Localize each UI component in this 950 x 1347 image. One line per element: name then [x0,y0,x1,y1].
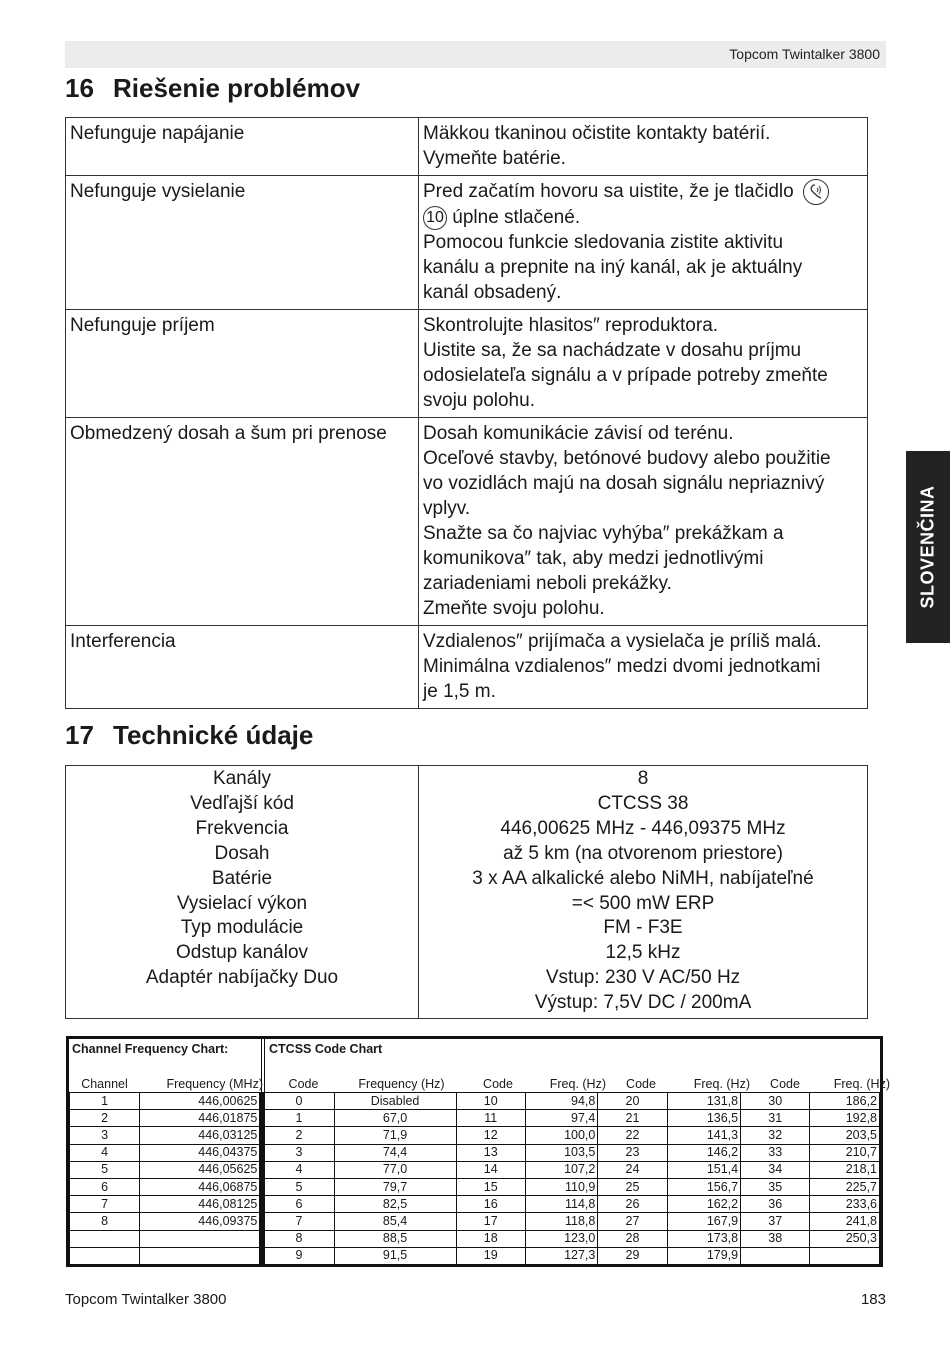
solution-line: Oceľové stavby, betónové budovy alebo použitie [423,448,831,469]
solution-line: Dosah komunikácie závisí od terénu. [423,423,734,444]
spec-value: Výstup: 7,5V DC / 200mA [534,992,752,1014]
spec-value: FM - F3E [603,917,683,939]
table-row [70,1178,880,1195]
chart-cell: 6 [262,1196,334,1213]
solution-cell [419,626,868,709]
table-row [70,1161,880,1178]
chart-cell: 14 [456,1161,525,1178]
chart-cell: 8 [70,1213,140,1230]
spec-label: Frekvencia [195,817,289,839]
chart-cell: 241,8 [810,1213,880,1230]
spec-label: Dosah [214,842,270,864]
solution-line: vplyv. [423,498,471,519]
chart-cell: 21 [598,1110,667,1127]
chart-grid [69,1092,880,1265]
solution-line [423,205,863,230]
solution-line: Zmeňte svoju polohu. [423,598,605,619]
chart-cell: 146,2 [667,1144,740,1161]
solution-line: Vzdialenos″ prijímača a vysielača je príliš malá. [423,631,822,652]
solution-line: kanálu a prepnite na iný kanál, ak je aktuálny [423,257,803,278]
table-row [70,1093,880,1110]
chart-cell: 162,2 [667,1196,740,1213]
chart-cell: 22 [598,1127,667,1144]
chart-cell [70,1247,140,1264]
chart-cell: 33 [741,1144,810,1161]
chart-cell: 141,3 [667,1127,740,1144]
chart-cell: 9 [262,1247,334,1264]
frequency-code-chart [66,1036,890,1267]
chart-cell: 446,00625 [140,1093,262,1110]
solution-line: odosielateľa signálu a v prípade potreby zmeňte [423,365,828,386]
section-17-title [65,720,313,751]
page-number: 183 [860,1291,886,1308]
chart-cell: 3 [70,1127,140,1144]
chart-cell: 79,7 [334,1178,456,1195]
solution-line: svoju polohu. [423,390,535,411]
chart-cell: 114,8 [525,1196,597,1213]
chart-cell: 18 [456,1230,525,1247]
running-header [65,41,886,68]
column-header: Code [626,1077,656,1091]
solution-line: Mäkkou tkaninou očistite kontakty batérií. [423,123,771,144]
chart-cell [140,1247,262,1264]
callout-number-badge: 10 [423,206,447,230]
chart-cell: 210,7 [810,1144,880,1161]
table-row [66,176,868,310]
chart-cell: 136,5 [667,1110,740,1127]
solution-line: komunikova″ tak, aby medzi jednotlivými [423,548,764,569]
chart-cell [70,1230,140,1247]
column-header: Channel [81,1077,128,1091]
problem-cell: Interferencia [66,626,419,709]
section-16-title [65,73,360,104]
chart-cell: 7 [70,1196,140,1213]
chart-cell: 36 [741,1196,810,1213]
chart-cell: 233,6 [810,1196,880,1213]
language-tab [906,451,950,643]
solution-cell [419,418,868,626]
spec-value: CTCSS 38 [597,792,689,814]
section-16-heading: Riešenie problémov [113,73,361,103]
solution-cell [419,310,868,418]
column-header: Code [770,1077,800,1091]
chart-cell: 32 [741,1127,810,1144]
chart-cell: 446,03125 [140,1127,262,1144]
solution-cell [419,176,868,310]
chart-cell: 3 [262,1144,334,1161]
ctcss-code-chart-title: CTCSS Code Chart [269,1042,383,1056]
column-header: Freq. (Hz) [693,1077,750,1091]
chart-cell: 100,0 [525,1127,597,1144]
table-row [70,1247,880,1264]
chart-cell [140,1230,262,1247]
chart-cell: 2 [70,1110,140,1127]
solution-cell [419,118,868,176]
chart-cell: 97,4 [525,1110,597,1127]
chart-cell [741,1247,810,1264]
table-row [66,418,868,626]
chart-cell: 8 [262,1230,334,1247]
solution-text: úplne stlačené. [452,207,581,228]
chart-cell: 151,4 [667,1161,740,1178]
spec-values [418,766,867,1018]
chart-cell: 1 [262,1110,334,1127]
header-product: Topcom Twintalker 3800 [729,46,880,62]
chart-cell: 29 [598,1247,667,1264]
column-header: Frequency (Hz) [358,1077,445,1091]
chart-cell: 7 [262,1213,334,1230]
chart-cell: 131,8 [667,1093,740,1110]
spec-label: Batérie [211,867,273,889]
chart-cell: 4 [262,1161,334,1178]
chart-cell: 103,5 [525,1144,597,1161]
chart-cell: 20 [598,1093,667,1110]
chart-cell: 12 [456,1127,525,1144]
spec-label: Vedľajší kód [190,792,294,814]
chart-cell: 110,9 [525,1178,597,1195]
chart-cell: 16 [456,1196,525,1213]
solution-line: kanál obsadený. [423,282,562,303]
chart-cell: 192,8 [810,1110,880,1127]
chart-cell: 34 [741,1161,810,1178]
column-header: Code [483,1077,513,1091]
spec-value: 8 [637,768,649,789]
chart-cell: 446,05625 [140,1161,262,1178]
chart-cell: 82,5 [334,1196,456,1213]
chart-cell: 10 [456,1093,525,1110]
channel-frequency-chart-title: Channel Frequency Chart: [72,1042,229,1056]
chart-cell: 11 [456,1110,525,1127]
chart-cell: 24 [598,1161,667,1178]
problem-cell: Nefunguje napájanie [66,118,419,176]
solution-line [423,179,863,205]
spec-value: 12,5 kHz [605,942,681,964]
chart-cell: 218,1 [810,1161,880,1178]
solution-line: Vymeňte batérie. [423,148,566,169]
chart-cell: 0 [262,1093,334,1110]
chart-cell: 107,2 [525,1161,597,1178]
chart-cell: 186,2 [810,1093,880,1110]
chart-cell: 123,0 [525,1230,597,1247]
technical-specs-box [65,765,868,1019]
chart-cell: 446,08125 [140,1196,262,1213]
chart-cell: 77,0 [334,1161,456,1178]
chart-cell: 446,09375 [140,1213,262,1230]
spec-value: =< 500 mW ERP [571,892,715,914]
solution-line: vo vozidlách majú na dosah signálu nepriaznivý [423,473,825,494]
chart-cell: 1 [70,1093,140,1110]
spec-label: Kanály [212,768,272,789]
chart-cell: 27 [598,1213,667,1230]
chart-cell: 31 [741,1110,810,1127]
chart-cell: 28 [598,1230,667,1247]
column-header: Frequency (MHz) [166,1077,263,1091]
chart-cell: 203,5 [810,1127,880,1144]
chart-cell: 250,3 [810,1230,880,1247]
chart-cell: 5 [70,1161,140,1178]
spec-value: 3 x AA alkalické alebo NiMH, nabíjateľné [472,867,814,889]
section-17-number: 17 [65,720,94,750]
table-row [70,1110,880,1127]
chart-cell: 127,3 [525,1247,597,1264]
spec-label: Vysielací výkon [176,892,308,914]
problem-cell: Obmedzený dosah a šum pri prenose [66,418,419,626]
chart-cell: 38 [741,1230,810,1247]
solution-line: Pomocou funkcie sledovania zistite aktivitu [423,232,784,253]
spec-label: Odstup kanálov [175,942,309,964]
chart-cell: 30 [741,1093,810,1110]
chart-cell: 67,0 [334,1110,456,1127]
chart-cell: 37 [741,1213,810,1230]
table-row [70,1213,880,1230]
chart-cell: 156,7 [667,1178,740,1195]
chart-cell: 446,01875 [140,1110,262,1127]
chart-cell: 17 [456,1213,525,1230]
section-16-number: 16 [65,73,94,103]
language-tab-label: SLOVENČINA [917,485,938,609]
chart-cell: 94,8 [525,1093,597,1110]
solution-line: Skontrolujte hlasitos″ reproduktora. [423,315,719,336]
chart-cell: 85,4 [334,1213,456,1230]
chart-cell: 91,5 [334,1247,456,1264]
chart-cell: 25 [598,1178,667,1195]
chart-cell: 71,9 [334,1127,456,1144]
chart-cell: 4 [70,1144,140,1161]
column-header: Code [288,1077,319,1091]
spec-value: až 5 km (na otvorenom priestore) [503,842,783,864]
spec-label: Adaptér nabíjačky Duo [145,967,339,989]
chart-cell: 446,04375 [140,1144,262,1161]
chart-cell: 13 [456,1144,525,1161]
section-17-heading: Technické údaje [113,720,314,750]
column-header: Freq. (Hz) [549,1077,606,1091]
chart-cell: 74,4 [334,1144,456,1161]
table-row [70,1127,880,1144]
chart-cell: 35 [741,1178,810,1195]
footer-product: Topcom Twintalker 3800 [65,1291,227,1308]
chart-cell: 5 [262,1178,334,1195]
table-row [66,310,868,418]
chart-cell: 2 [262,1127,334,1144]
spec-label: Typ modulácie [180,917,304,939]
solution-line: Minimálna vzdialenos″ medzi dvomi jednotkami [423,656,821,677]
table-row [70,1196,880,1213]
spec-value: 446,00625 MHz - 446,09375 MHz [500,817,786,839]
chart-cell: 179,9 [667,1247,740,1264]
spec-labels [66,766,418,991]
solution-text: Pred začatím hovoru sa uistite, že je tlačidlo [423,181,794,203]
chart-cell: 225,7 [810,1178,880,1195]
solution-line: zariadeniami neboli prekážky. [423,573,672,594]
chart-cell [810,1247,880,1264]
chart-cell: Disabled [334,1093,456,1110]
column-header: Freq. (Hz) [833,1077,890,1091]
solution-line: je 1,5 m. [423,681,496,702]
table-row [66,626,868,709]
chart-cell: 167,9 [667,1213,740,1230]
problem-cell: Nefunguje príjem [66,310,419,418]
chart-cell: 118,8 [525,1213,597,1230]
table-row [70,1144,880,1161]
table-row [70,1230,880,1247]
chart-cell: 23 [598,1144,667,1161]
solution-line: Uistite sa, že sa nachádzate v dosahu príjmu [423,340,802,361]
troubleshooting-table [65,117,868,709]
spec-value: Vstup: 230 V AC/50 Hz [545,967,741,989]
chart-cell: 88,5 [334,1230,456,1247]
chart-cell: 26 [598,1196,667,1213]
chart-cell: 6 [70,1178,140,1195]
table-row [66,118,868,176]
chart-cell: 446,06875 [140,1178,262,1195]
chart-cell: 15 [456,1178,525,1195]
solution-line: Snažte sa čo najviac vyhýba″ prekážkam a [423,523,784,544]
chart-cell: 173,8 [667,1230,740,1247]
ptt-button-icon [803,179,829,205]
chart-cell: 19 [456,1247,525,1264]
problem-cell: Nefunguje vysielanie [66,176,419,310]
